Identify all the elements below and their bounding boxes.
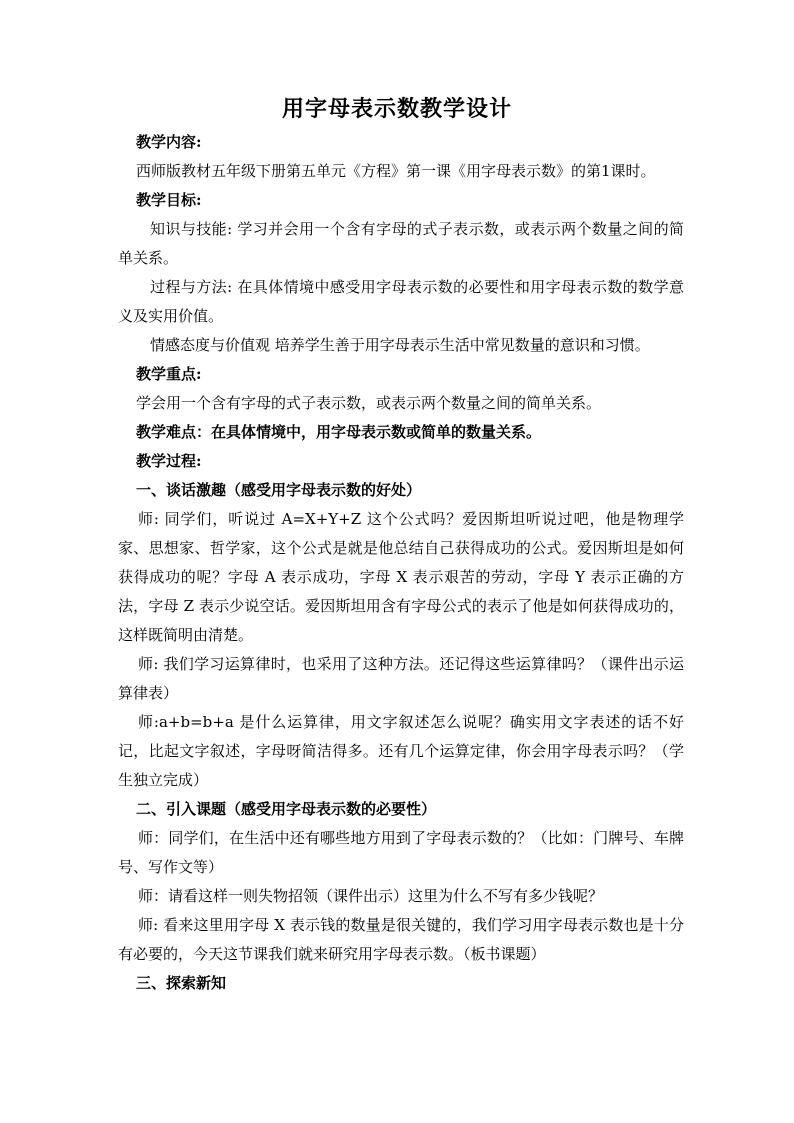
part1-heading: 一、谈话激趣（感受用字母表示数的好处） <box>136 481 422 499</box>
document-title: 用字母表示数教学设计 <box>281 96 512 122</box>
part2-paragraph-3: 师: 看来这里用字母 X 表示钱的数量是很关键的，我们学习用字母表示数也是十分有必要的，今天这节课我们就来研究用字母表示数。（板书课题） <box>118 916 684 963</box>
part2-heading: 二、引入课题（感受用字母表示数的必要性） <box>136 800 437 818</box>
teaching-goals-heading: 教学目标: <box>136 191 202 209</box>
teaching-content-heading: 教学内容: <box>136 133 202 151</box>
goal-knowledge-skills: 知识与技能: 学习并会用一个含有字母的式子表示数，或表示两个数量之间的简单关系。 <box>118 220 684 267</box>
part3-heading: 三、探索新知 <box>136 974 227 992</box>
goal-process-method: 过程与方法: 在具体情境中感受用字母表示数的必要性和用字母表示数的数学意义及实用价值。 <box>118 278 684 325</box>
key-point-heading: 教学重点: <box>136 365 202 383</box>
difficulty-line: 教学难点：在具体情境中，用字母表示数或简单的数量关系。 <box>136 423 542 441</box>
teaching-process-heading: 教学过程: <box>136 452 202 470</box>
part1-paragraph-2: 师: 我们学习运算律时，也采用了这种方法。还记得这些运算律吗？（课件出示运算律表） <box>118 655 684 702</box>
part1-paragraph-1: 师: 同学们，听说过 A=X+Y+Z 这个公式吗？爱因斯坦听说过吧，他是物理学家、思想家、哲学家，这个公式是就是他总结自己获得成功的公式。爱因斯坦是如何获得成功的呢？字母 A 表示成功，字母 X 表示艰苦的劳动，字母 Y 表示正确的方法，字母 Z 表示少说空话。爱因斯坦用含有字母公式的表示了他是如何获得成功的，这样既简明由清楚。 <box>118 510 684 644</box>
part2-paragraph-1: 师：同学们，在生活中还有哪些地方用到了字母表示数的？（比如：门牌号、车牌号、写作文等） <box>118 829 684 876</box>
teaching-content-text: 西师版教材五年级下册第五单元《方程》第一课《用字母表示数》的第1课时。 <box>136 162 656 180</box>
document-body <box>118 128 684 998</box>
goal-emotion-values: 情感态度与价值观 培养学生善于用字母表示生活中常见数量的意识和习惯。 <box>150 336 650 354</box>
part1-paragraph-3: 师:a+b=b+a 是什么运算律，用文字叙述怎么说呢？确实用文字表述的话不好记，比起文字叙述，字母呀简洁得多。还有几个运算定律，你会用字母表示吗？（学生独立完成） <box>118 713 684 789</box>
part2-paragraph-2: 师：请看这样一则失物招领（课件出示）这里为什么不写有多少钱呢？ <box>138 887 604 905</box>
key-point-text: 学会用一个含有字母的式子表示数，或表示两个数量之间的简单关系。 <box>136 394 602 412</box>
